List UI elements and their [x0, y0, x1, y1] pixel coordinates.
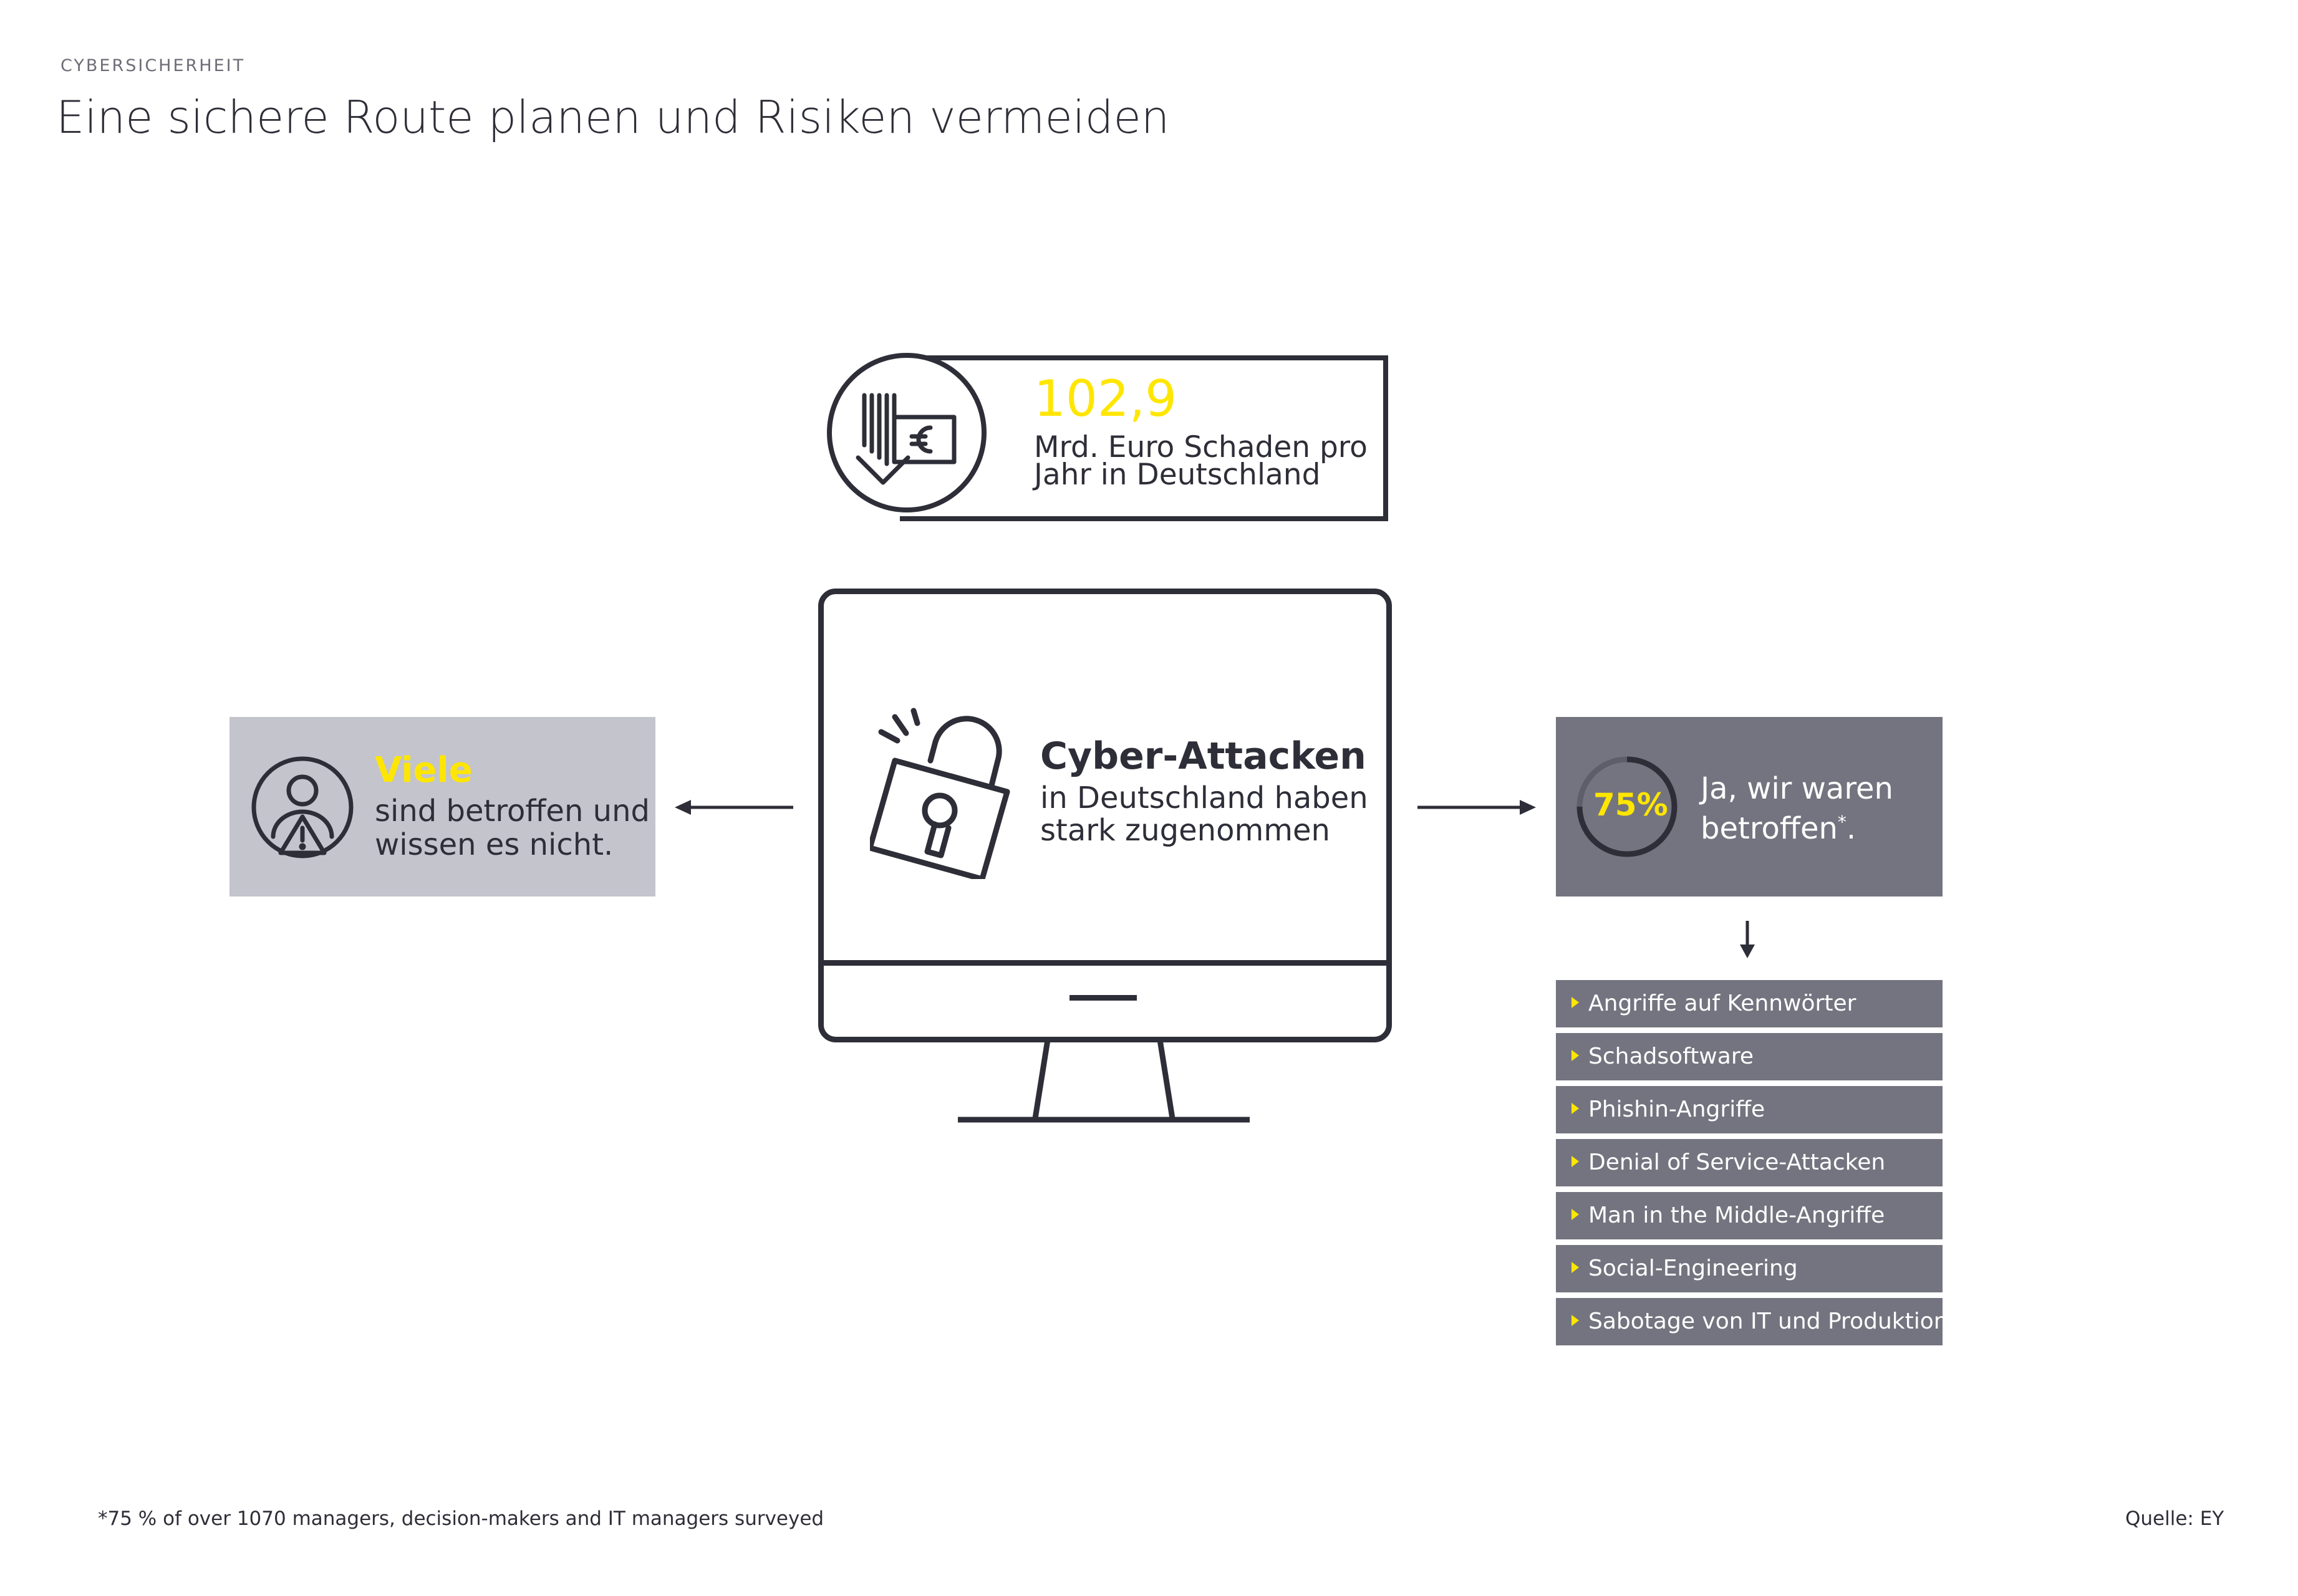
money-loss-icon — [832, 358, 982, 507]
list-item-label: Man in the Middle-Angriffe — [1588, 1203, 1885, 1228]
list-item — [1556, 1298, 1948, 1345]
monitor-stand — [954, 1040, 1253, 1133]
list-item-label: Denial of Service-Attacken — [1588, 1150, 1886, 1175]
list-item — [1556, 1192, 1943, 1239]
left-text-line2: wissen es nicht. — [375, 827, 614, 862]
list-item-label: Angriffe auf Kennwörter — [1588, 991, 1856, 1016]
monitor-bezel-line — [818, 960, 1392, 966]
damage-text-line1: Mrd. Euro Schaden pro — [1034, 430, 1368, 464]
right-text-line2-main: betroffen — [1701, 811, 1838, 846]
list-item-label: Phishin-Angriffe — [1588, 1097, 1765, 1122]
list-item — [1556, 1086, 1943, 1133]
bullet-triangle-icon — [1571, 997, 1579, 1008]
list-item-label: Sabotage von IT und Produktion — [1588, 1309, 1948, 1334]
bullet-triangle-icon — [1571, 1156, 1579, 1167]
center-description — [1040, 782, 1368, 847]
list-item — [1556, 1139, 1943, 1186]
page-title: Eine sichere Route planen und Risiken vermeiden — [56, 91, 1170, 143]
monitor-slot — [1069, 995, 1137, 1001]
center-title: Cyber-Attacken — [1040, 734, 1366, 778]
section-kicker: CYBERSICHERHEIT — [60, 56, 246, 75]
footnote: *75 % of over 1070 managers, decision-makers and IT managers surveyed — [98, 1507, 824, 1530]
bullet-triangle-icon — [1571, 1315, 1579, 1326]
right-text-line2 — [1701, 805, 1893, 845]
list-item — [1556, 980, 1943, 1027]
arrow-right-icon — [1417, 798, 1536, 817]
list-item — [1556, 1033, 1943, 1080]
bullet-triangle-icon — [1571, 1103, 1579, 1114]
right-text-line1: Ja, wir waren — [1701, 771, 1893, 806]
list-item — [1556, 1245, 1943, 1292]
damage-value: 102,9 — [1034, 370, 1177, 428]
source-credit: Quelle: EY — [2125, 1507, 2224, 1530]
center-text-line1: in Deutschland haben — [1040, 781, 1368, 815]
list-item-label: Social-Engineering — [1588, 1256, 1798, 1281]
footnote-mark: * — [1837, 812, 1847, 832]
left-highlight: Viele — [375, 750, 473, 791]
right-percent: 75% — [1593, 787, 1668, 823]
arrow-left-icon — [675, 798, 793, 817]
arrow-down-icon — [1738, 921, 1757, 958]
center-text-line2: stark zugenommen — [1040, 813, 1330, 848]
broken-padlock-icon — [870, 692, 1020, 879]
damage-icon-circle — [827, 353, 987, 512]
right-description — [1701, 772, 1893, 845]
list-item-label: Schadsoftware — [1588, 1044, 1754, 1069]
left-description — [375, 794, 650, 862]
right-text-period: . — [1846, 811, 1856, 846]
damage-text-line2: Jahr in Deutschland — [1034, 458, 1321, 492]
bullet-triangle-icon — [1571, 1262, 1579, 1273]
bullet-triangle-icon — [1571, 1209, 1579, 1220]
user-warning-icon — [249, 754, 355, 860]
left-text-line1: sind betroffen und — [375, 794, 650, 829]
bullet-triangle-icon — [1571, 1050, 1579, 1061]
damage-description — [1034, 430, 1368, 492]
